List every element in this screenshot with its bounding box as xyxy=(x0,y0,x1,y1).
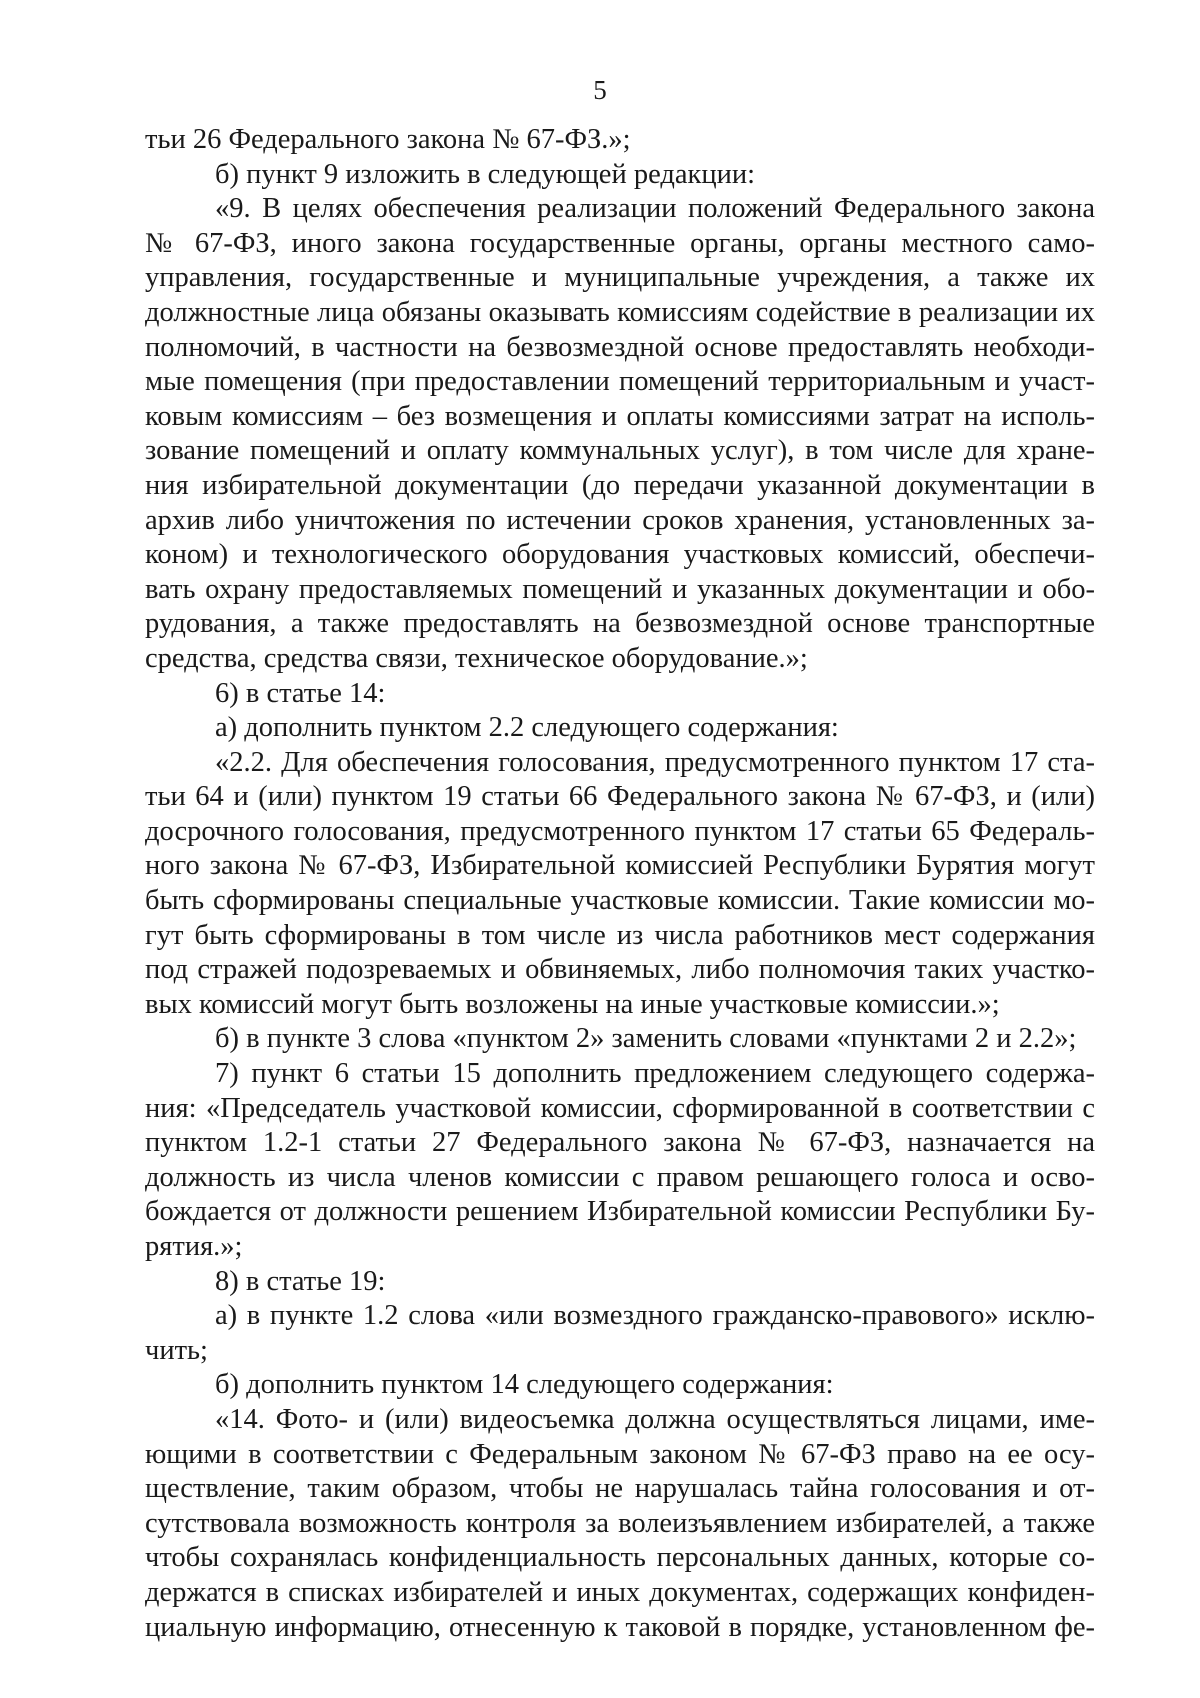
text-line: «9. В целях обеспечения реализации положений Федерального закона xyxy=(215,193,1095,225)
text-line: «2.2. Для обеспечения голосования, предусмотренного пунктом 17 ста- xyxy=(215,746,1095,778)
text-line: архив либо уничтожения по истечении сроков хранения, установленных за- xyxy=(145,504,1095,536)
text-line: управления, государственные и муниципальные учреждения, а также их xyxy=(145,262,1095,294)
text-line: ющими в соответствии с Федеральным законом № 67-ФЗ право на ее осу- xyxy=(145,1438,1095,1470)
text-line: б) в пункте 3 слова «пунктом 2» заменить словами «пунктами 2 и 2.2»; xyxy=(215,1023,1077,1055)
text-line: а) в пункте 1.2 слова «или возмездного гражданско-правового» исклю- xyxy=(215,1300,1095,1332)
text-line: пунктом 1.2-1 статьи 27 Федерального закона № 67-ФЗ, назначается на xyxy=(145,1127,1095,1159)
text-line: ного закона № 67-ФЗ, Избирательной комиссией Республики Бурятия могут xyxy=(145,850,1095,882)
text-line: 7) пункт 6 статьи 15 дополнить предложением следующего содержа- xyxy=(215,1058,1095,1090)
text-line: ния избирательной документации (до передачи указанной документации в xyxy=(145,469,1095,501)
text-line: чить; xyxy=(145,1334,208,1366)
text-line: 8) в статье 19: xyxy=(215,1265,386,1297)
text-line: коном) и технологического оборудования участковых комиссий, обеспечи- xyxy=(145,539,1095,571)
text-line: тьи 26 Федерального закона № 67-ФЗ.»; xyxy=(145,124,631,155)
text-line: б) дополнить пунктом 14 следующего содержания: xyxy=(215,1369,834,1401)
text-line: тьи 64 и (или) пунктом 19 статьи 66 Федерального закона № 67-ФЗ, и (или) xyxy=(145,781,1095,813)
text-line: ковым комиссиям – без возмещения и оплаты комиссиями затрат на исполь- xyxy=(145,400,1095,432)
text-line: вать охрану предоставляемых помещений и указанных документации и обо- xyxy=(145,573,1095,605)
text-line: зование помещений и оплату коммунальных услуг), в том числе для хране- xyxy=(145,435,1095,467)
text-line: вых комиссий могут быть возложены на иные участковые комиссии.»; xyxy=(145,988,1000,1020)
text-line: должностные лица обязаны оказывать комиссиям содействие в реализации их xyxy=(145,296,1095,328)
text-line: под стражей подозреваемых и обвиняемых, либо полномочия таких участко- xyxy=(145,954,1095,986)
text-line: мые помещения (при предоставлении помещений территориальным и участ- xyxy=(145,366,1095,398)
text-line: сутствовала возможность контроля за волеизъявлением избирателей, а также xyxy=(145,1507,1095,1539)
text-line: полномочий, в частности на безвозмездной основе предоставлять необходи- xyxy=(145,331,1095,363)
text-line: гут быть сформированы в том числе из числа работников мест содержания xyxy=(145,919,1095,951)
text-line: держатся в списках избирателей и иных документах, содержащих конфиден- xyxy=(145,1576,1095,1608)
text-line: бождается от должности решением Избирательной комиссии Республики Бу- xyxy=(145,1196,1095,1228)
text-line: средства, средства связи, техническое оборудование.»; xyxy=(145,642,808,674)
page-number: 5 xyxy=(593,75,607,105)
text-line: должность из числа членов комиссии с правом решающего голоса и осво- xyxy=(145,1161,1095,1193)
document-body xyxy=(145,123,1095,1645)
text-line: а) дополнить пунктом 2.2 следующего содержания: xyxy=(215,712,839,744)
text-line: досрочного голосования, предусмотренного пунктом 17 статьи 65 Федераль- xyxy=(145,815,1095,847)
text-line: чтобы сохранялась конфиденциальность персональных данных, которые со- xyxy=(145,1542,1095,1574)
text-line: рудования, а также предоставлять на безвозмездной основе транспортные xyxy=(145,608,1095,640)
text-line: 6) в статье 14: xyxy=(215,677,386,709)
text-line: циальную информацию, отнесенную к таковой в порядке, установленном фе- xyxy=(145,1611,1095,1643)
text-line: № 67-ФЗ, иного закона государственные органы, органы местного само- xyxy=(145,227,1095,259)
text-line: рятия.»; xyxy=(145,1231,243,1262)
text-line: быть сформированы специальные участковые комиссии. Такие комиссии мо- xyxy=(145,885,1095,917)
text-line: «14. Фото- и (или) видеосъемка должна осуществляться лицами, име- xyxy=(215,1403,1095,1435)
text-line: б) пункт 9 изложить в следующей редакции: xyxy=(215,158,756,190)
text-line: ществление, таким образом, чтобы не нарушалась тайна голосования и от- xyxy=(145,1473,1095,1505)
text-line: ния: «Председатель участковой комиссии, сформированной в соответствии с xyxy=(145,1092,1095,1124)
